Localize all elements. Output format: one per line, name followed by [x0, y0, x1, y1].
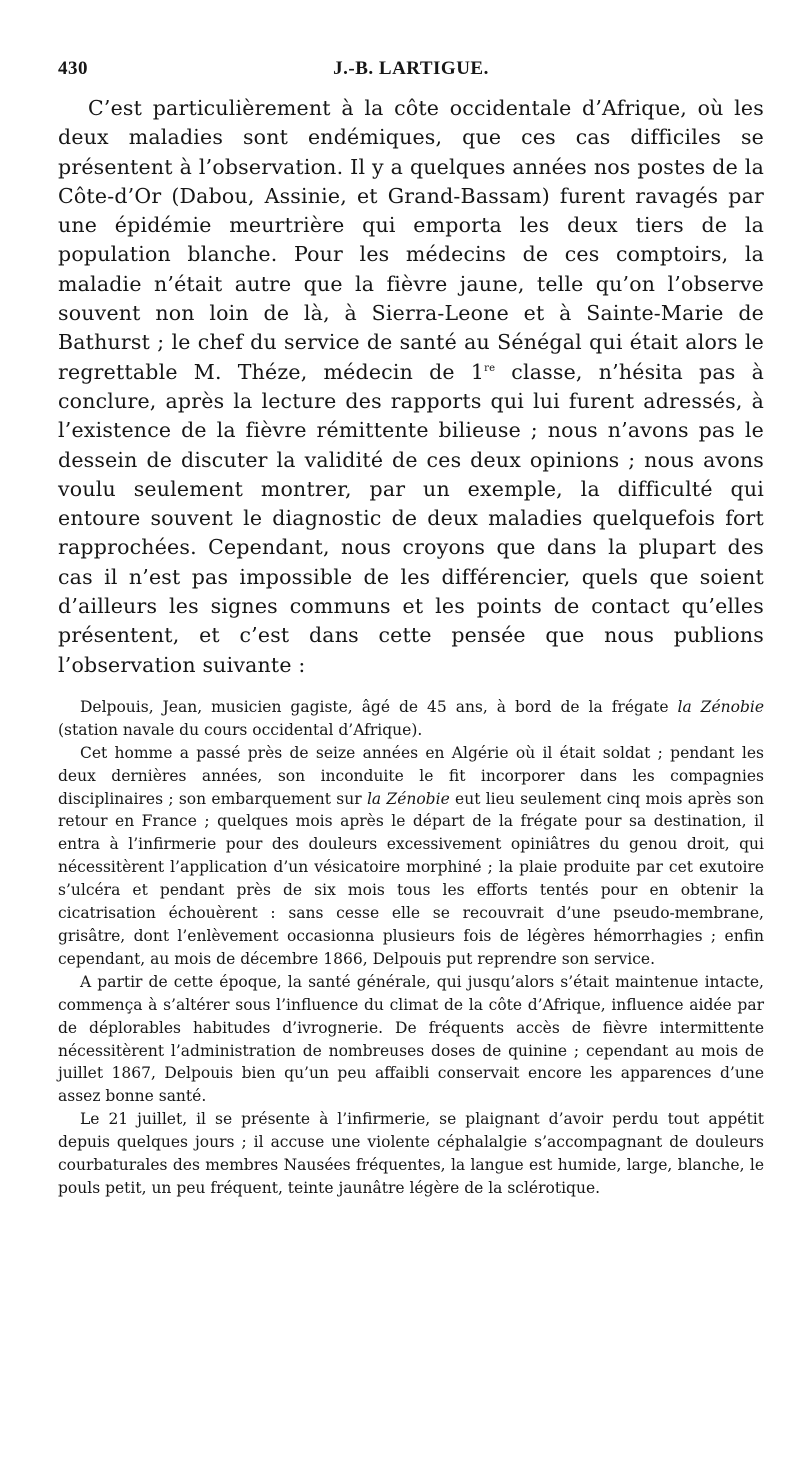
observation-1-text-b: (station navale du cours occidental d’Afrique). — [58, 720, 423, 739]
observation-2-text-a: Cet homme a passé près de seize années en Algérie où il était soldat ; pendant les deux dernières années, son inconduite le fit incorporer dans les compagnies disciplinaires ; son embarquement sur — [58, 743, 764, 808]
running-head — [58, 58, 764, 94]
page — [58, 58, 764, 1200]
main-paragraph — [58, 94, 764, 680]
observation-paragraph-4: Le 21 juillet, il se présente à l’infirmerie, se plaignant d’avoir perdu tout appétit depuis quelques jours ; il accuse une violente céphalalgie s’accompagnant de douleurs courbaturales des membres Nausées fréquentes, la langue est humide, large, blanche, le pouls petit, un peu fréquent, teinte jaunâtre légère de la sclérotique. — [58, 1110, 764, 1197]
main-text-part-1: C’est particulièrement à la côte occidentale d’Afrique, où les deux maladies sont endémiques, que ces cas difficiles se présentent à l’observation. Il y a quelques années nos postes de la Côte-d’Or (Dabou, Assinie, et Grand-Bassam) furent ravagés par une épidémie meurtrière qui emporta les deux tiers de la population blanche. Pour les médecins de ces comptoirs, la maladie n’était autre que la fièvre jaune, telle qu’on l’observe souvent non loin de là, à Sierra-Leone et à Sainte-Marie de Bathurst ; le chef du service de santé au Sénégal qui était alors le regrettable M. Théze, médecin de 1 — [58, 96, 764, 384]
observation-paragraph-1 — [58, 696, 764, 742]
observation-paragraph-2 — [58, 742, 764, 971]
ordinal-superscript: re — [484, 362, 496, 374]
observation-2-text-b: eut lieu seulement cinq mois après son retour en France ; quelques mois après le départ de la frégate pour sa destination, il entra à l’infirmerie pour des douleurs excessivement opiniâtres du genou droit, qui nécessitèrent l’application d’un vésicatoire morphiné ; la plaie produite par cet exutoire s’ulcéra et pendant près de six mois tous les efforts tentés pour en obtenir la cicatrisation échouèrent : sans cesse elle se recouvrait d’une pseudo-membrane, grisâtre, dont l’enlèvement occasionna plusieurs fois de légères hémorrhagies ; enfin cependant, au mois de décembre 1866, Delpouis put reprendre son service. — [58, 789, 765, 968]
observation-paragraph-3: A partir de cette époque, la santé générale, qui jusqu’alors s’était maintenue intacte, commença à s’altérer sous l’influence du climat de la côte d’Afrique, influence aidée par de déplorables habitudes d’ivrognerie. De fréquents accès de fièvre intermittente nécessitèrent l’administration de nombreuses doses de quinine ; cependant au mois de juillet 1867, Delpouis bien qu’un peu affaibli conservait encore les apparences d’une assez bonne santé. — [58, 972, 764, 1106]
ship-name: la Zénobie — [677, 697, 764, 716]
ship-name: la Zénobie — [366, 789, 450, 808]
main-text-part-2: classe, n’hésita pas à conclure, après la lecture des rapports qui lui furent adressés, à l’existence de la fièvre rémittente bilieuse ; nous n’avons pas le dessein de discuter la validité de ces deux opinions ; nous avons voulu seulement montrer, par un exemple, la difficulté qui entoure souvent le diagnostic de deux maladies quelquefois fort rapprochées. Cependant, nous croyons que dans la plupart des cas il n’est pas impossible de les différencier, quels que soient d’ailleurs les signes communs et les points de contact qu’elles présentent, et c’est dans cette pensée que nous publions l’observation suivante : — [58, 359, 764, 677]
observation-1-text-a: Delpouis, Jean, musicien gagiste, âgé de 45 ans, à bord de la frégate — [80, 697, 678, 716]
running-title: J.-B. LARTIGUE. — [333, 58, 489, 79]
page-number: 430 — [58, 58, 88, 79]
